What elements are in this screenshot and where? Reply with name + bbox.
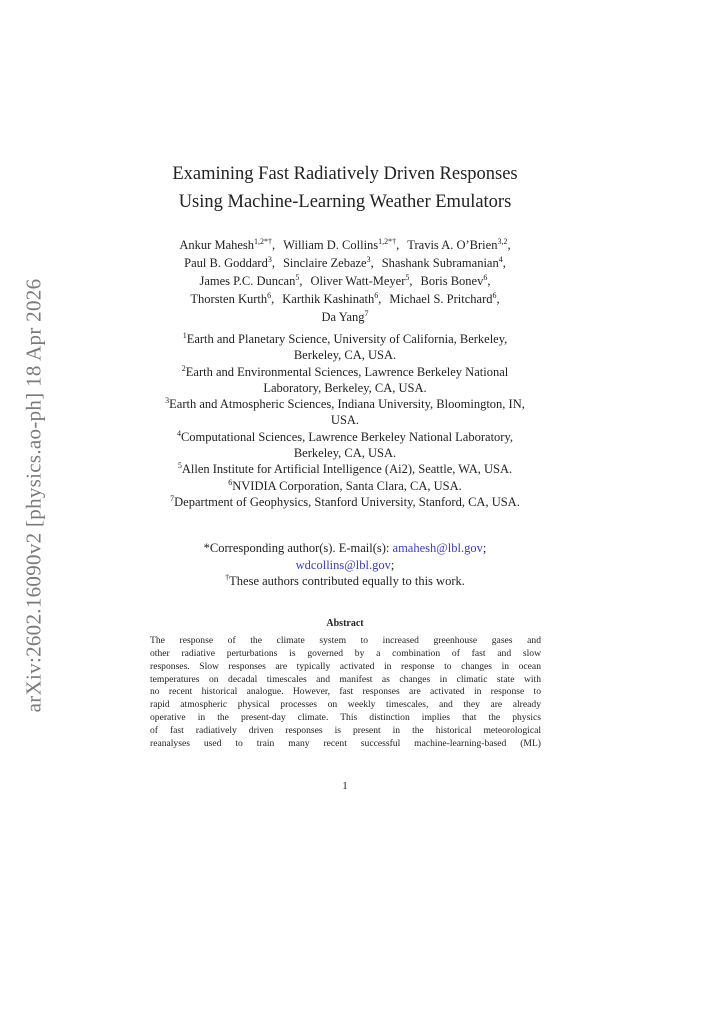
author-separator: , — [378, 292, 382, 306]
affiliation-line — [110, 364, 580, 380]
author-affiliation-marker: 1,2*† — [254, 236, 273, 246]
affiliation-text: Computational Sciences, Lawrence Berkeley National Laboratory, — [180, 429, 514, 444]
abstract-line: other radiative perturbations is governed by a combination of fast and slow — [150, 647, 541, 659]
email-separator: ; — [482, 541, 487, 555]
affiliation-line — [110, 445, 580, 461]
author-affiliation-marker: 3 — [366, 254, 371, 264]
equal-contribution-text: These authors contributed equally to this work. — [229, 574, 465, 588]
title-line-2: Using Machine-Learning Weather Emulators — [178, 192, 512, 212]
author — [200, 274, 303, 288]
affiliation-number: 2 — [181, 363, 186, 373]
author — [179, 238, 275, 252]
abstract-line: The response of the climate system to increased greenhouse gases and — [150, 635, 541, 646]
author-name: Michael S. Pritchard — [389, 292, 493, 306]
abstract-line: temperatures on decadal timescales and manifest as changes in climatic state with — [150, 673, 541, 685]
author-affiliation-marker: 6 — [267, 290, 272, 300]
author — [310, 274, 412, 288]
affiliation-line — [110, 461, 580, 477]
abstract-heading: Abstract — [326, 618, 364, 629]
affiliation-text: Allen Institute for Artificial Intelligence (Ai2), Seattle, WA, USA. — [181, 462, 513, 477]
author — [421, 274, 491, 288]
author-name: Sinclaire Zebaze — [282, 256, 367, 270]
author-affiliation-marker: 3 — [267, 254, 272, 264]
email-link-wdcollins[interactable]: wdcollins@lbl.gov — [295, 557, 391, 572]
affiliation-number: 7 — [170, 493, 175, 503]
author-separator: , — [507, 238, 511, 252]
author-name: Ankur Mahesh — [179, 238, 255, 252]
author-affiliation-marker: 4 — [498, 254, 503, 264]
author — [282, 292, 381, 306]
affiliation-number: 6 — [228, 477, 233, 487]
corresponding-line-2 — [110, 557, 580, 574]
paper-title — [100, 160, 590, 216]
abstract-line: of fast radiatively driven responses is present in the historical meteorological — [150, 724, 541, 736]
abstract-line: no recent historical analogue. However, fast responses are activated in response to — [150, 686, 541, 698]
author-line — [110, 272, 580, 290]
arxiv-identifier: arXiv:2602.16090v2 [physics.ao-ph] 18 Apr 2026 — [21, 278, 46, 712]
title-line-1: Examining Fast Radiatively Driven Responses — [172, 164, 518, 184]
author-list — [110, 236, 580, 326]
author-name: Thorsten Kurth — [190, 292, 268, 306]
abstract-line: operative in the present-day climate. This distinction implies that the physics — [150, 712, 541, 724]
author-line — [110, 290, 580, 308]
author-separator: , — [502, 256, 506, 270]
equal-contribution-note — [110, 573, 580, 590]
author-separator: , — [487, 274, 491, 288]
author-separator: , — [299, 274, 303, 288]
author-separator: , — [409, 274, 413, 288]
affiliation-text: Earth and Environmental Sciences, Lawrence Berkeley National — [185, 364, 509, 379]
author-separator: , — [370, 256, 374, 270]
affiliation-number: 1 — [182, 330, 187, 340]
affiliation-line — [110, 429, 580, 445]
author-name: Travis A. O’Brien — [407, 238, 498, 252]
author — [382, 256, 506, 270]
affiliation-line — [110, 478, 580, 494]
corresponding-line — [110, 540, 580, 557]
author-affiliation-marker: 1,2*† — [378, 236, 397, 246]
author-affiliation-marker: 6 — [492, 290, 497, 300]
author-separator: , — [271, 292, 275, 306]
abstract-body — [150, 635, 541, 751]
author-name: Paul B. Goddard — [184, 256, 268, 270]
author-separator: , — [396, 238, 400, 252]
affiliation-text: Earth and Atmospheric Sciences, Indiana University, Bloomington, IN, — [169, 397, 525, 412]
author-affiliation-marker: 7 — [364, 308, 369, 318]
author-line — [110, 254, 580, 272]
author-affiliation-marker: 3,2 — [497, 236, 508, 246]
author-affiliation-marker: 6 — [374, 290, 379, 300]
author-separator: , — [272, 238, 276, 252]
author-name: Da Yang — [321, 310, 365, 324]
affiliation-line — [110, 347, 580, 363]
corresponding-author-block — [110, 540, 580, 590]
affiliation-list — [110, 331, 580, 510]
affiliation-text: NVIDIA Corporation, Santa Clara, CA, USA. — [232, 478, 462, 493]
author-separator: , — [271, 256, 275, 270]
author-name: Karthik Kashinath — [282, 292, 375, 306]
abstract-line: rapid atmospheric physical processes on weekly timescales, and they are already — [150, 699, 541, 711]
arxiv-side-stamp — [20, 260, 48, 730]
author — [190, 292, 274, 306]
page-number: 1 — [342, 780, 348, 792]
affiliation-text: Laboratory, Berkeley, CA, USA. — [263, 380, 427, 395]
abstract-line: responses. Slow responses are typically activated in response to changes in ocean — [150, 660, 541, 672]
author-line — [110, 308, 580, 326]
affiliation-number: 5 — [177, 461, 182, 471]
corresponding-prefix: *Corresponding author(s). E-mail(s): — [203, 541, 393, 555]
affiliation-text: Department of Geophysics, Stanford University, Stanford, CA, USA. — [174, 494, 520, 509]
email-separator-2: ; — [390, 557, 395, 572]
author-name: Oliver Watt-Meyer — [310, 274, 406, 288]
author-name: Shashank Subramanian — [381, 256, 499, 270]
author-affiliation-marker: 6 — [483, 272, 488, 282]
affiliation-text: Earth and Planetary Science, University of California, Berkeley, — [186, 332, 508, 346]
author — [321, 310, 368, 324]
author — [184, 256, 275, 270]
affiliation-line — [110, 396, 580, 412]
author-name: William D. Collins — [283, 238, 379, 252]
affiliation-line — [110, 380, 580, 396]
affiliation-line — [110, 331, 580, 347]
author — [389, 292, 499, 306]
affiliation-text: Berkeley, CA, USA. — [293, 348, 397, 363]
author — [407, 238, 510, 252]
author-name: Boris Bonev — [420, 274, 484, 288]
affiliation-text: USA. — [330, 413, 360, 428]
author-affiliation-marker: 5 — [295, 272, 300, 282]
author — [283, 256, 374, 270]
dagger-mark: † — [225, 572, 230, 582]
author-name: James P.C. Duncan — [199, 274, 296, 288]
affiliation-number: 4 — [176, 428, 181, 438]
affiliation-line — [110, 412, 580, 428]
author-line — [110, 236, 580, 254]
affiliation-line — [110, 494, 580, 510]
email-link-amahesh[interactable]: amahesh@lbl.gov — [392, 541, 483, 555]
affiliation-text: Berkeley, CA, USA. — [293, 446, 397, 461]
affiliation-number: 3 — [165, 396, 170, 406]
author — [283, 238, 399, 252]
author-separator: , — [496, 292, 500, 306]
abstract-line: reanalyses used to train many recent successful machine-learning-based (ML) — [150, 737, 541, 749]
author-affiliation-marker: 5 — [405, 272, 410, 282]
